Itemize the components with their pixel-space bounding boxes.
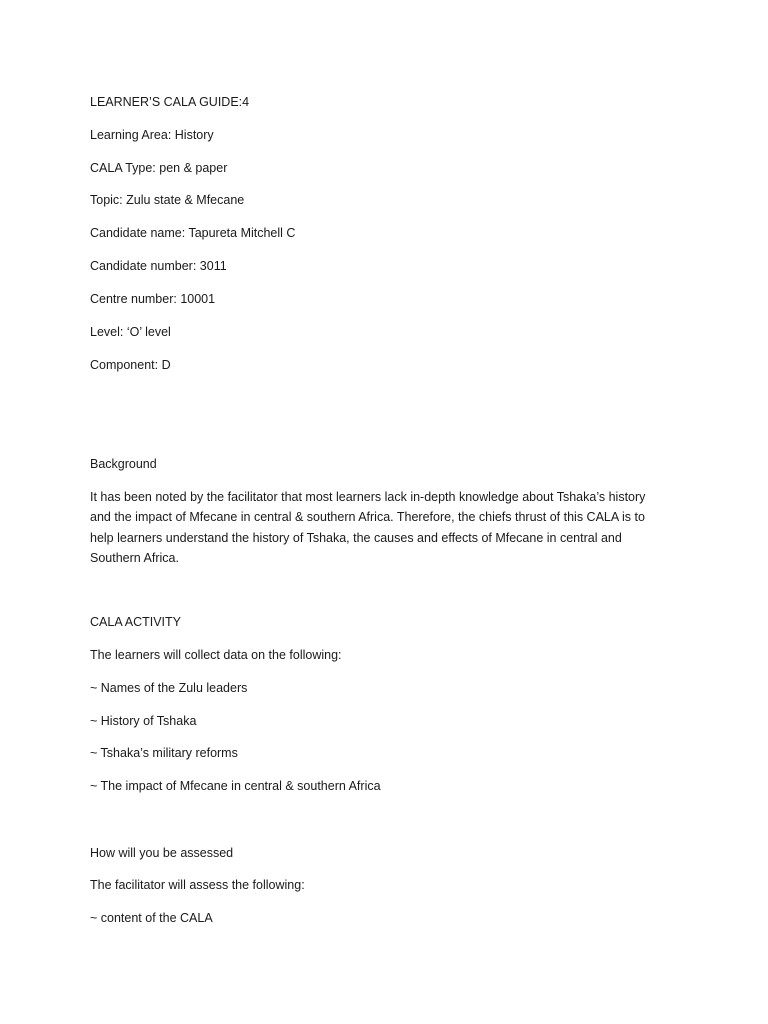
activity-list-item: ~ The impact of Mfecane in central & southern Africa bbox=[90, 779, 381, 793]
assessment-heading: How will you be assessed bbox=[90, 846, 234, 860]
activity-list-item: ~ Names of the Zulu leaders bbox=[90, 681, 248, 695]
level-field: Level: ‘O’ level bbox=[90, 325, 171, 339]
background-line: Southern Africa. bbox=[90, 550, 179, 565]
background-paragraph bbox=[90, 487, 680, 568]
activity-list-item: ~ History of Tshaka bbox=[90, 714, 197, 728]
cala-type-field: CALA Type: pen & paper bbox=[90, 161, 228, 175]
centre-number-field: Centre number: 10001 bbox=[90, 292, 216, 306]
assessment-list-item: ~ content of the CALA bbox=[90, 911, 213, 925]
topic-field: Topic: Zulu state & Mfecane bbox=[90, 193, 245, 207]
assessment-intro: The facilitator will assess the following: bbox=[90, 878, 305, 892]
activity-heading: CALA ACTIVITY bbox=[90, 615, 182, 629]
activity-list-item: ~ Tshaka’s military reforms bbox=[90, 746, 238, 760]
component-field: Component: D bbox=[90, 358, 171, 372]
activity-intro: The learners will collect data on the following: bbox=[90, 648, 342, 662]
candidate-name-field: Candidate name: Tapureta Mitchell C bbox=[90, 226, 296, 240]
background-line: help learners understand the history of Tshaka, the causes and effects of Mfecane in central and bbox=[90, 530, 622, 545]
background-line: and the impact of Mfecane in central & southern Africa. Therefore, the chiefs thrust of this CALA is to bbox=[90, 510, 645, 525]
learning-area-field: Learning Area: History bbox=[90, 128, 214, 142]
background-line: It has been noted by the facilitator that most learners lack in-depth knowledge about Tshaka’s history bbox=[90, 490, 646, 504]
background-heading: Background bbox=[90, 457, 157, 471]
document-title: LEARNER’S CALA GUIDE:4 bbox=[90, 95, 250, 109]
candidate-number-field: Candidate number: 3011 bbox=[90, 259, 227, 273]
